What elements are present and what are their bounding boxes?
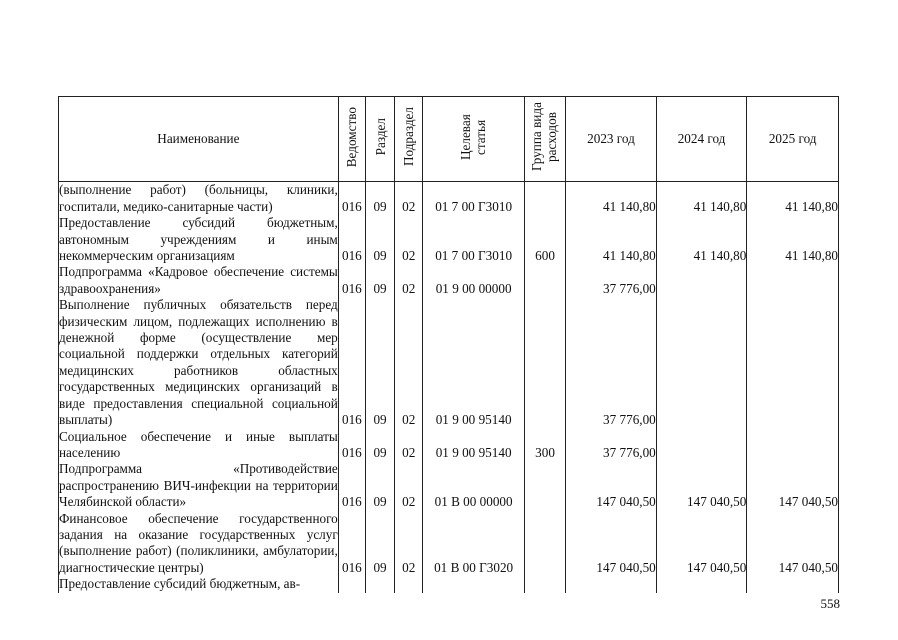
row-ved: 016 <box>338 297 365 428</box>
header-podrazdel: Подраздел <box>395 97 423 182</box>
row-gruppa <box>524 297 565 428</box>
row-gruppa <box>524 182 565 215</box>
row-name: Предоставление субсидий бюджетным, ав- <box>59 576 339 592</box>
row-podrazdel: 02 <box>395 215 423 264</box>
row-2024: 41 140,80 <box>656 182 747 215</box>
row-podrazdel: 02 <box>395 511 423 577</box>
row-2025: 41 140,80 <box>747 215 839 264</box>
header-celevaya: Целевая статья <box>423 97 525 182</box>
row-podrazdel: 02 <box>395 264 423 297</box>
header-ved: Ведомство <box>338 97 365 182</box>
row-2025: 41 140,80 <box>747 182 839 215</box>
header-2024: 2024 год <box>656 97 747 182</box>
row-razdel: 09 <box>365 264 394 297</box>
row-ved: 016 <box>338 264 365 297</box>
row-2024: 41 140,80 <box>656 215 747 264</box>
row-gruppa <box>524 461 565 510</box>
row-name: Социальное обеспечение и иные выплаты населению <box>59 428 338 460</box>
row-2023: 147 040,50 <box>566 511 657 577</box>
row-ved <box>338 576 365 592</box>
row-2025 <box>747 264 839 297</box>
row-2023: 37 776,00 <box>566 429 657 462</box>
row-celevaya: 01 В 00 00000 <box>423 461 525 510</box>
row-2024 <box>656 264 747 297</box>
row-podrazdel: 02 <box>395 461 423 510</box>
row-celevaya: 01 В 00 Г3020 <box>423 511 525 577</box>
table-row <box>59 429 839 462</box>
row-2024: 147 040,50 <box>656 461 747 510</box>
row-razdel: 09 <box>365 215 394 264</box>
row-ved: 016 <box>338 511 365 577</box>
row-2025: 147 040,50 <box>747 461 839 510</box>
table-row <box>59 182 839 215</box>
table-row <box>59 576 839 592</box>
row-celevaya: 01 9 00 95140 <box>423 429 525 462</box>
row-2024: 147 040,50 <box>656 511 747 577</box>
row-2025: 147 040,50 <box>747 511 839 577</box>
table-header <box>59 97 839 182</box>
row-2023: 37 776,00 <box>566 297 657 428</box>
page-number: 558 <box>820 596 840 611</box>
row-2025 <box>747 429 839 462</box>
row-name: Выполнение публичных обязательств перед физическим лицом, подлежащих исполнению в денежной форме (осуществление мер социальной поддержки отдельных категорий медицинских работников областных государственных медицинских организаций в виде предоставления специальной социальной выплаты) <box>59 297 338 428</box>
row-ved: 016 <box>338 182 365 215</box>
row-ved: 016 <box>338 215 365 264</box>
row-celevaya <box>423 576 525 592</box>
row-name: Подпрограмма «Противодействие распространению ВИЧ-инфекции на территории Челябинской области» <box>59 461 338 510</box>
row-celevaya: 01 7 00 Г3010 <box>423 182 525 215</box>
row-podrazdel <box>395 576 423 592</box>
row-razdel: 09 <box>365 511 394 577</box>
table-row <box>59 297 839 428</box>
row-2023: 147 040,50 <box>566 461 657 510</box>
row-razdel: 09 <box>365 297 394 428</box>
row-ved: 016 <box>338 429 365 462</box>
row-razdel: 09 <box>365 429 394 462</box>
row-2024 <box>656 297 747 428</box>
row-gruppa <box>524 576 565 592</box>
row-celevaya: 01 9 00 95140 <box>423 297 525 428</box>
row-razdel: 09 <box>365 461 394 510</box>
row-name: Финансовое обеспечение государственного задания на оказание государственных услуг (выполнение работ) (поликлиники, амбулатории, диагностические центры) <box>59 510 338 575</box>
table-row <box>59 511 839 577</box>
row-2025 <box>747 297 839 428</box>
row-gruppa <box>524 264 565 297</box>
header-razdel: Раздел <box>365 97 394 182</box>
header-2023: 2023 год <box>566 97 657 182</box>
table-row <box>59 264 839 297</box>
row-2024 <box>656 576 747 592</box>
row-podrazdel: 02 <box>395 429 423 462</box>
row-podrazdel: 02 <box>395 182 423 215</box>
row-razdel <box>365 576 394 592</box>
row-2023: 41 140,80 <box>566 182 657 215</box>
row-podrazdel: 02 <box>395 297 423 428</box>
row-razdel: 09 <box>365 182 394 215</box>
row-celevaya: 01 7 00 Г3010 <box>423 215 525 264</box>
row-name: Подпрограмма «Кадровое обеспечение системы здравоохранения» <box>59 264 338 296</box>
table-row <box>59 215 839 264</box>
row-2024 <box>656 429 747 462</box>
row-gruppa <box>524 511 565 577</box>
row-2023: 37 776,00 <box>566 264 657 297</box>
row-ved: 016 <box>338 461 365 510</box>
header-gruppa: Группа вида расходов <box>524 97 565 182</box>
row-name: Предоставление субсидий бюджетным, автономным учреждениям и иным некоммерческим организациям <box>59 215 338 264</box>
row-gruppa: 600 <box>524 215 565 264</box>
row-2025 <box>747 576 839 592</box>
header-2025: 2025 год <box>747 97 839 182</box>
row-name: (выполнение работ) (больницы, клиники, госпитали, медико-санитарные части) <box>59 182 338 214</box>
row-celevaya: 01 9 00 00000 <box>423 264 525 297</box>
row-2023 <box>566 576 657 592</box>
table-row <box>59 461 839 510</box>
row-gruppa: 300 <box>524 429 565 462</box>
row-2023: 41 140,80 <box>566 215 657 264</box>
header-name: Наименование <box>59 97 339 182</box>
budget-table <box>58 96 839 593</box>
